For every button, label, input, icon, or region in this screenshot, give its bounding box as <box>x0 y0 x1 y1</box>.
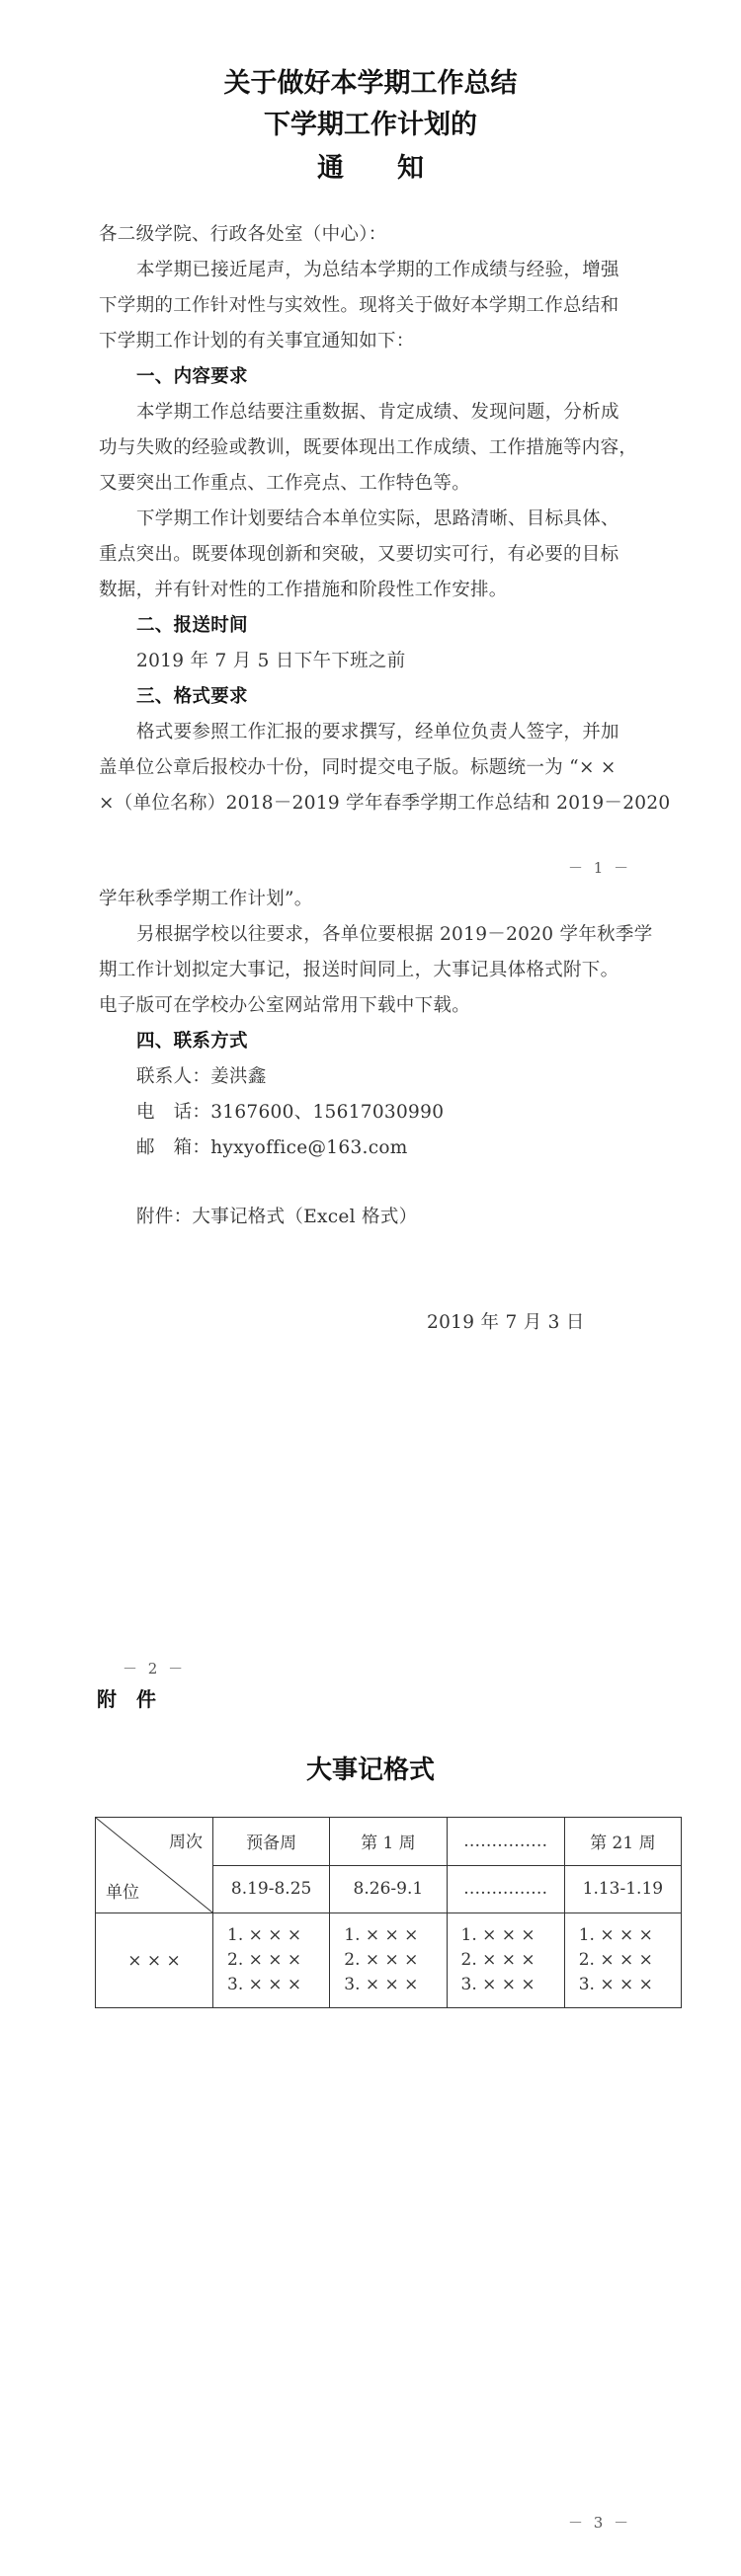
date-range-cell: 8.26-9.1 <box>330 1865 447 1913</box>
table-title: 大事记格式 <box>305 1756 435 1785</box>
page-number-1: － 1 － <box>568 859 632 877</box>
event-item: 3. × × × <box>227 1975 302 1994</box>
section-1-para-2-line-1: 下学期工作计划要结合本单位实际，思路清晰、目标具体、 <box>136 508 619 529</box>
contact-email: 邮 箱：hyxyoffice@163.com <box>136 1137 408 1158</box>
section-1-para-1-line-1: 本学期工作总结要注重数据、肯定成绩、发现问题，分析成 <box>136 402 619 423</box>
section-1-para-2-line-2: 重点突出。既要体现创新和突破，又要切实可行，有必要的目标 <box>99 544 619 565</box>
section-4-heading: 四、联系方式 <box>136 1031 248 1052</box>
event-item: 1. × × × <box>578 1925 653 1945</box>
contact-phone: 电 话：3167600、15617030990 <box>136 1102 445 1123</box>
section-1-heading: 一、内容要求 <box>136 366 248 387</box>
section-3-line-3: ×（单位名称）2018－2019 学年春季学期工作总结和 2019－2020 <box>99 793 671 814</box>
events-cell <box>213 1913 330 2008</box>
page-number-2: － 2 － <box>123 1660 187 1678</box>
intro-line-3: 下学期工作计划的有关事宜通知如下： <box>99 331 415 351</box>
week-header-cell: …………… <box>447 1818 564 1866</box>
deadline-text: 2019 年 7 月 5 日下午下班之前 <box>136 651 406 671</box>
intro-line-2: 下学期的工作针对性与实效性。现将关于做好本学期工作总结和 <box>99 295 619 316</box>
event-item: 1. × × × <box>460 1925 535 1945</box>
section-3-line-2: 盖单位公章后报校办十份，同时提交电子版。标题统一为 “× × <box>99 757 617 778</box>
week-header-cell: 预备周 <box>213 1818 330 1866</box>
section-1-para-1-line-3: 又要突出工作重点、工作亮点、工作特色等。 <box>99 473 471 494</box>
salutation: 各二级学院、行政各处室（中心）： <box>99 224 387 245</box>
attachment-label: 附 件 <box>97 1687 156 1711</box>
corner-header-cell <box>96 1818 213 1913</box>
date-range-cell: 8.19-8.25 <box>213 1865 330 1913</box>
signature-date: 2019 年 7 月 3 日 <box>427 1312 585 1333</box>
date-range-cell: …………… <box>447 1865 564 1913</box>
section-1-para-2-line-3: 数据，并有针对性的工作措施和阶段性工作安排。 <box>99 580 508 600</box>
week-axis-label: 周次 <box>169 1833 203 1852</box>
intro-line-1: 本学期已接近尾声，为总结本学期的工作成绩与经验，增强 <box>136 260 619 280</box>
page-number-3: － 3 － <box>568 2514 632 2532</box>
event-item: 1. × × × <box>227 1925 302 1945</box>
event-item: 2. × × × <box>227 1950 302 1970</box>
section-3-heading: 三、格式要求 <box>136 686 248 707</box>
events-cell <box>447 1913 564 2008</box>
events-para-line-2: 期工作计划拟定大事记，报送时间同上，大事记具体格式附下。 <box>99 960 619 980</box>
notice-title-line-1: 关于做好本学期工作总结 <box>223 68 518 99</box>
section-3-line-1: 格式要参照工作汇报的要求撰写，经单位负责人签字，并加 <box>136 722 619 742</box>
unit-axis-label: 单位 <box>106 1883 139 1903</box>
section-2-heading: 二、报送时间 <box>136 615 248 636</box>
event-item: 2. × × × <box>344 1950 419 1970</box>
week-header-cell: 第 1 周 <box>330 1818 447 1866</box>
event-item: 3. × × × <box>344 1975 419 1994</box>
notice-title-line-3: 通 知 <box>317 153 424 184</box>
unit-name-cell: × × × <box>96 1913 213 2008</box>
events-cell <box>330 1913 447 2008</box>
contact-person: 联系人：姜洪鑫 <box>136 1066 267 1087</box>
week-header-cell: 第 21 周 <box>564 1818 681 1866</box>
attachment-note: 附件：大事记格式（Excel 格式） <box>136 1207 418 1227</box>
notice-title-line-2: 下学期工作计划的 <box>264 110 477 140</box>
event-item: 2. × × × <box>460 1950 535 1970</box>
section-1-para-1-line-2: 功与失败的经验或教训，既要体现出工作成绩、工作措施等内容， <box>99 437 638 458</box>
event-item: 1. × × × <box>344 1925 419 1945</box>
events-cell <box>564 1913 681 2008</box>
events-para-line-1: 另根据学校以往要求，各单位要根据 2019－2020 学年秋季学 <box>136 924 653 945</box>
date-range-cell: 1.13-1.19 <box>564 1865 681 1913</box>
events-para-line-3: 电子版可在学校办公室网站常用下载中下载。 <box>99 995 471 1016</box>
section-3-continuation: 学年秋季学期工作计划”。 <box>99 889 313 909</box>
events-format-table <box>95 1817 682 2008</box>
event-item: 3. × × × <box>578 1975 653 1994</box>
event-item: 2. × × × <box>578 1950 653 1970</box>
event-item: 3. × × × <box>460 1975 535 1994</box>
